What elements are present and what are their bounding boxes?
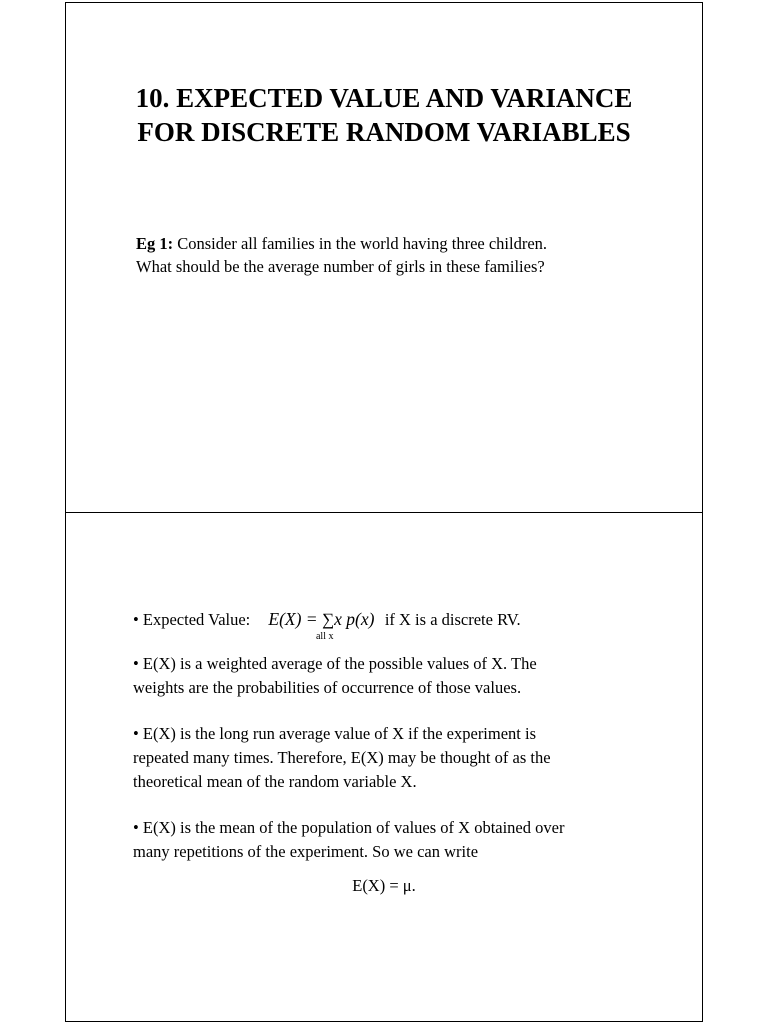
title-line-1: 10. EXPECTED VALUE AND VARIANCE: [135, 83, 633, 113]
slide-title: [66, 81, 702, 149]
expected-value-formula: [268, 609, 378, 642]
expected-value-label: • Expected Value:: [133, 610, 251, 629]
summation-subscript: all x: [315, 631, 334, 642]
title-line-2: FOR DISCRETE RANDOM VARIABLES: [137, 117, 631, 147]
bullet-2-line-2: repeated many times. Therefore, E(X) may be thought of as the: [133, 748, 551, 767]
expected-value-suffix: if X is a discrete RV.: [384, 610, 521, 629]
slide-1: [65, 2, 703, 514]
formula-rhs: x p(x): [334, 609, 375, 629]
bullet-1-line-2: weights are the probabilities of occurrence of those values.: [133, 678, 522, 697]
bullet-long-run-average: [133, 722, 551, 794]
bullet-2-line-3: theoretical mean of the random variable X.: [133, 772, 417, 791]
bullet-population-mean: [133, 816, 564, 864]
example-1: [136, 232, 547, 278]
example-line-1: Consider all families in the world having three children.: [173, 234, 548, 253]
expected-value-definition: [133, 607, 521, 642]
bullet-1-line-1: • E(X) is a weighted average of the possible values of X. The: [133, 654, 537, 673]
slide-2: [65, 512, 703, 1022]
bullet-3-line-1: • E(X) is the mean of the population of values of X obtained over: [133, 818, 565, 837]
summation-symbol: ∑ all x: [322, 608, 334, 632]
bullet-weighted-average: [133, 652, 537, 700]
formula-lhs: E(X) =: [268, 609, 318, 629]
example-label: Eg 1:: [136, 234, 174, 253]
bullet-2-line-1: • E(X) is the long run average value of X if the experiment is: [133, 724, 537, 743]
mu-equation: E(X) = μ.: [352, 876, 416, 895]
example-line-2: What should be the average number of girls in these families?: [136, 257, 545, 276]
bullet-3-line-2: many repetitions of the experiment. So we can write: [133, 842, 479, 861]
